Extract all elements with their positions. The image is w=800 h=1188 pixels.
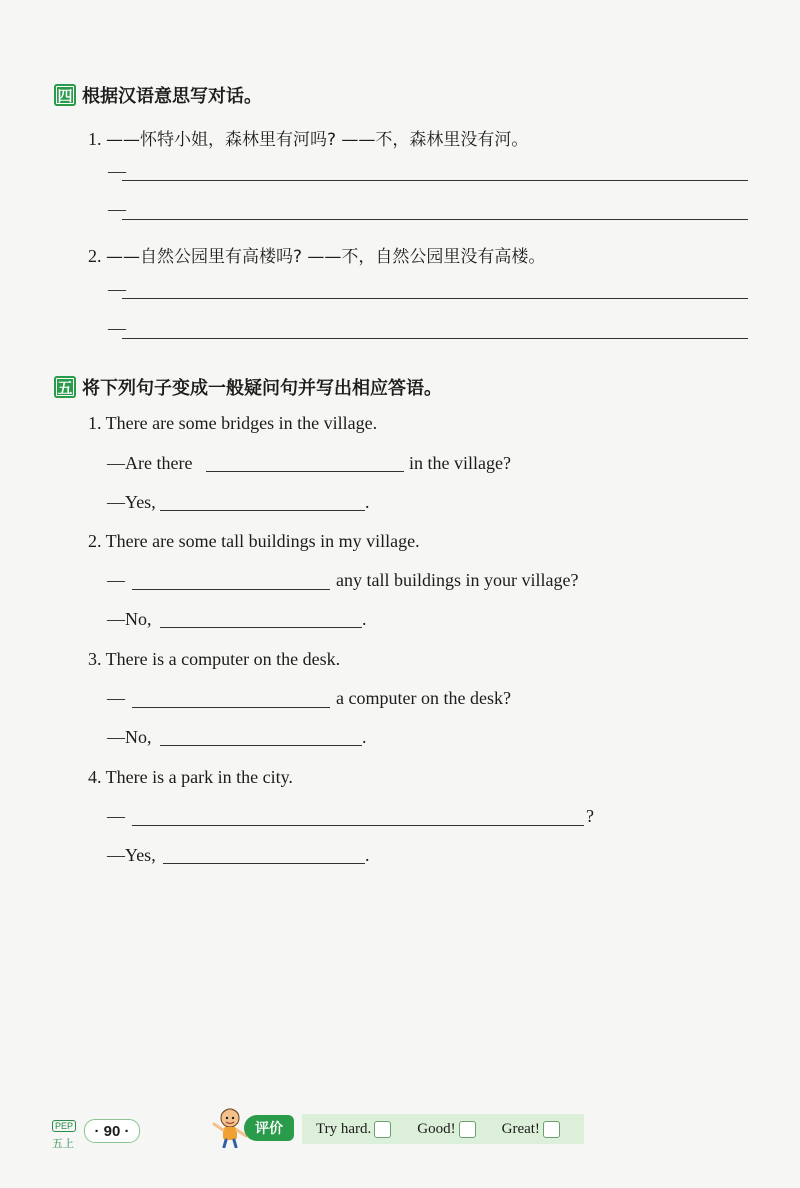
s5-item-3-question-start: — <box>107 688 125 708</box>
s5-item-1-answer-end: . <box>365 492 370 512</box>
evaluation-label: 评价 <box>244 1115 294 1141</box>
s4-item-1 <box>88 125 528 150</box>
s5-item-4-question-start: — <box>107 806 125 826</box>
s4-item-2-text: ——自然公园里有高楼吗? ——不，自然公园里没有高楼。 <box>106 247 546 267</box>
section-5-header <box>54 374 442 400</box>
s4-answer-line-1a[interactable] <box>122 180 748 181</box>
s5-item-3-prompt: 3. There is a computer on the desk. <box>88 649 341 669</box>
s5-item-1-question-start: —Are there <box>107 453 193 473</box>
s5-item-2-question-blank[interactable] <box>132 589 330 590</box>
section-5-icon: 五 <box>54 376 76 398</box>
rating-try-hard-label: Try hard. <box>316 1120 372 1137</box>
s5-item-2-answer-end: . <box>362 609 367 629</box>
edition-badge <box>52 1116 86 1150</box>
s4-dash-2b: — <box>108 318 126 338</box>
section-4-icon: 四 <box>54 84 76 106</box>
s5-item-4-prompt: 4. There is a park in the city. <box>88 767 293 787</box>
grade-label: 五上 <box>52 1137 74 1150</box>
s5-item-1-question-blank[interactable] <box>206 471 404 472</box>
s5-item-1-answer-start: —Yes, <box>107 492 156 512</box>
s4-answer-line-2a[interactable] <box>122 298 748 299</box>
rating-bar <box>302 1114 584 1144</box>
s4-dash-1b: — <box>108 199 126 219</box>
s5-item-2-answer-start: —No, <box>107 609 152 629</box>
s4-item-1-text: ——怀特小姐，森林里有河吗? ——不，森林里没有河。 <box>106 130 529 150</box>
s4-item-1-num: 1. <box>88 129 102 149</box>
s5-item-2-answer-blank[interactable] <box>160 627 362 628</box>
s5-item-3-answer-end: . <box>362 727 367 747</box>
s5-item-1-answer-blank[interactable] <box>160 510 365 511</box>
page-number: · 90 · <box>84 1119 140 1143</box>
s4-answer-line-2b[interactable] <box>122 338 748 339</box>
section-4-header <box>54 82 262 108</box>
s4-item-2-num: 2. <box>88 246 102 266</box>
rating-great-label: Great! <box>501 1120 540 1137</box>
section-5-title: 将下列句子变成一般疑问句并写出相应答语。 <box>82 378 442 399</box>
s5-item-3-answer-blank[interactable] <box>160 745 362 746</box>
section-4-title: 根据汉语意思写对话。 <box>82 86 262 107</box>
rating-great-checkbox[interactable] <box>543 1121 560 1138</box>
rating-good-label: Good! <box>417 1120 456 1137</box>
rating-great <box>502 1121 560 1138</box>
s5-item-3-question-blank[interactable] <box>132 707 330 708</box>
s5-item-2-question-start: — <box>107 570 125 590</box>
s5-item-4-question-end: ? <box>586 806 594 826</box>
s5-item-4-answer-start: —Yes, <box>107 845 156 865</box>
rating-try-hard <box>316 1121 391 1138</box>
s5-item-2-question-end: any tall buildings in your village? <box>336 570 579 590</box>
s4-dash-2a: — <box>108 279 126 299</box>
s4-dash-1a: — <box>108 161 126 181</box>
s5-item-3-answer-start: —No, <box>107 727 152 747</box>
s5-item-4-question-blank[interactable] <box>132 825 584 826</box>
s5-item-4-answer-end: . <box>365 845 370 865</box>
s5-item-4-answer-blank[interactable] <box>163 863 365 864</box>
rating-good <box>417 1121 475 1138</box>
s5-item-2-prompt: 2. There are some tall buildings in my village. <box>88 531 420 551</box>
rating-good-checkbox[interactable] <box>459 1121 476 1138</box>
s5-item-1-prompt: 1. There are some bridges in the village. <box>88 413 378 433</box>
s5-item-3-question-end: a computer on the desk? <box>336 688 511 708</box>
s4-answer-line-1b[interactable] <box>122 219 748 220</box>
s4-item-2 <box>88 242 545 267</box>
rating-try-hard-checkbox[interactable] <box>374 1121 391 1138</box>
s5-item-1-question-end: in the village? <box>409 453 511 473</box>
pep-label: PEP <box>52 1120 76 1132</box>
